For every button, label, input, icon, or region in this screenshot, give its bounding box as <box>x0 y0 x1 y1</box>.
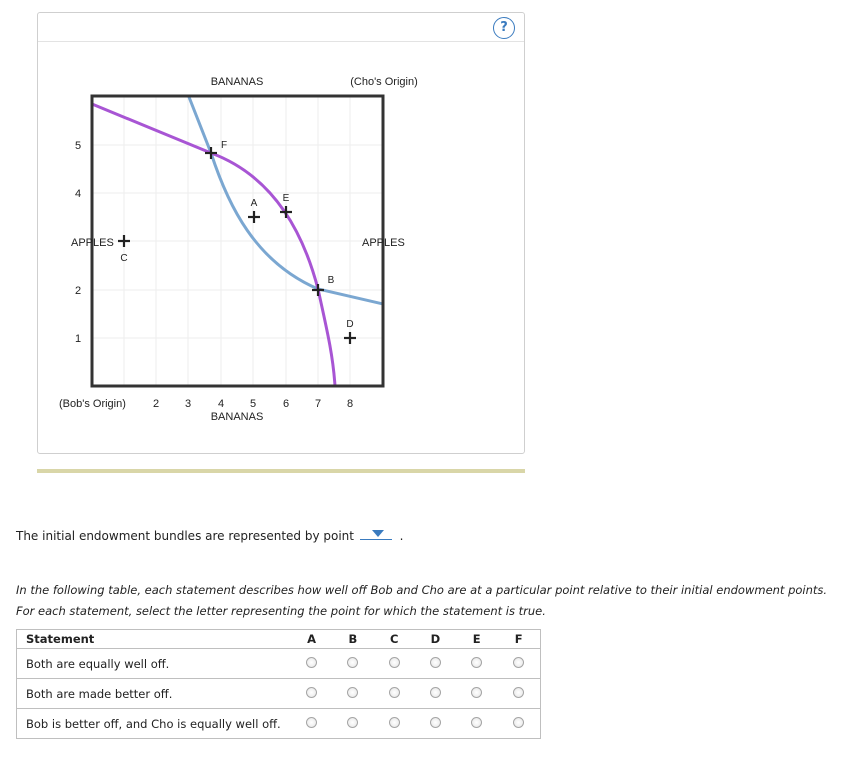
bob-indifference-curve <box>92 104 335 386</box>
statement-text: Both are equally well off. <box>17 649 292 679</box>
table-row <box>17 709 541 739</box>
radio-row1-e[interactable] <box>471 657 482 668</box>
radio-row3-d[interactable] <box>430 717 441 728</box>
x-tick-label: 4 <box>217 398 225 410</box>
table-instructions: In the following table, each statement describes how well off Bob and Cho are at a particular point relative to their initial endowment points. For each statement, select the letter representing the point for which the statement is true. <box>16 583 828 618</box>
endowment-question-suffix: . <box>399 529 404 543</box>
statement-text: Bob is better off, and Cho is equally well off. <box>17 709 292 739</box>
dropdown-arrow-icon <box>372 530 384 537</box>
radio-row2-b[interactable] <box>347 687 358 698</box>
table-row <box>17 679 541 709</box>
y-tick-label: 2 <box>74 285 82 297</box>
radio-row3-b[interactable] <box>347 717 358 728</box>
top-axis-label: BANANAS <box>210 76 264 88</box>
statement-table <box>16 629 541 739</box>
column-header-a: A <box>291 630 332 649</box>
x-tick-label: 6 <box>282 398 290 410</box>
point-a-label: A <box>250 198 258 209</box>
point-d-marker <box>344 332 356 344</box>
point-c-marker <box>118 235 130 247</box>
cho-origin-label: (Cho's Origin) <box>350 76 418 88</box>
radio-row1-c[interactable] <box>389 657 400 668</box>
radio-row3-c[interactable] <box>389 717 400 728</box>
radio-row3-f[interactable] <box>513 717 524 728</box>
help-button[interactable]: ? <box>493 17 515 39</box>
y-tick-label: 1 <box>74 333 82 345</box>
point-e-label: E <box>282 193 290 204</box>
left-axis-label: APPLES <box>71 237 114 249</box>
statement-text: Both are made better off. <box>17 679 292 709</box>
radio-row2-e[interactable] <box>471 687 482 698</box>
radio-row1-f[interactable] <box>513 657 524 668</box>
point-d-label: D <box>346 319 354 330</box>
radio-row3-e[interactable] <box>471 717 482 728</box>
table-header-row <box>17 630 541 649</box>
radio-row2-d[interactable] <box>430 687 441 698</box>
column-header-e: E <box>456 630 497 649</box>
bottom-axis-label: BANANAS <box>210 411 264 423</box>
y-tick-label: 5 <box>74 140 82 152</box>
x-tick-label: 2 <box>152 398 160 410</box>
radio-row1-a[interactable] <box>306 657 317 668</box>
table-row <box>17 649 541 679</box>
x-tick-label: 7 <box>314 398 322 410</box>
radio-row1-d[interactable] <box>430 657 441 668</box>
column-header-c: C <box>374 630 415 649</box>
right-axis-label: APPLES <box>362 237 405 249</box>
radio-row2-a[interactable] <box>306 687 317 698</box>
column-header-b: B <box>332 630 373 649</box>
x-tick-label: 8 <box>346 398 354 410</box>
point-a-marker <box>248 211 260 223</box>
x-tick-label: 3 <box>184 398 192 410</box>
radio-row2-c[interactable] <box>389 687 400 698</box>
radio-row2-f[interactable] <box>513 687 524 698</box>
radio-row1-b[interactable] <box>347 657 358 668</box>
y-tick-label: 4 <box>74 188 82 200</box>
endowment-point-dropdown[interactable] <box>360 527 392 540</box>
point-f-marker <box>205 147 217 159</box>
point-b-label: B <box>327 275 335 286</box>
grid <box>92 97 382 385</box>
bob-origin-label: (Bob's Origin) <box>59 398 126 410</box>
point-c-label: C <box>120 253 128 264</box>
column-header-f: F <box>497 630 540 649</box>
endowment-question <box>16 527 403 543</box>
statement-column-header: Statement <box>17 630 292 649</box>
radio-row3-a[interactable] <box>306 717 317 728</box>
endowment-question-text: The initial endowment bundles are represented by point <box>16 529 354 543</box>
section-divider <box>37 469 525 473</box>
x-tick-label: 5 <box>249 398 257 410</box>
column-header-d: D <box>415 630 456 649</box>
point-f-label: F <box>220 140 228 151</box>
